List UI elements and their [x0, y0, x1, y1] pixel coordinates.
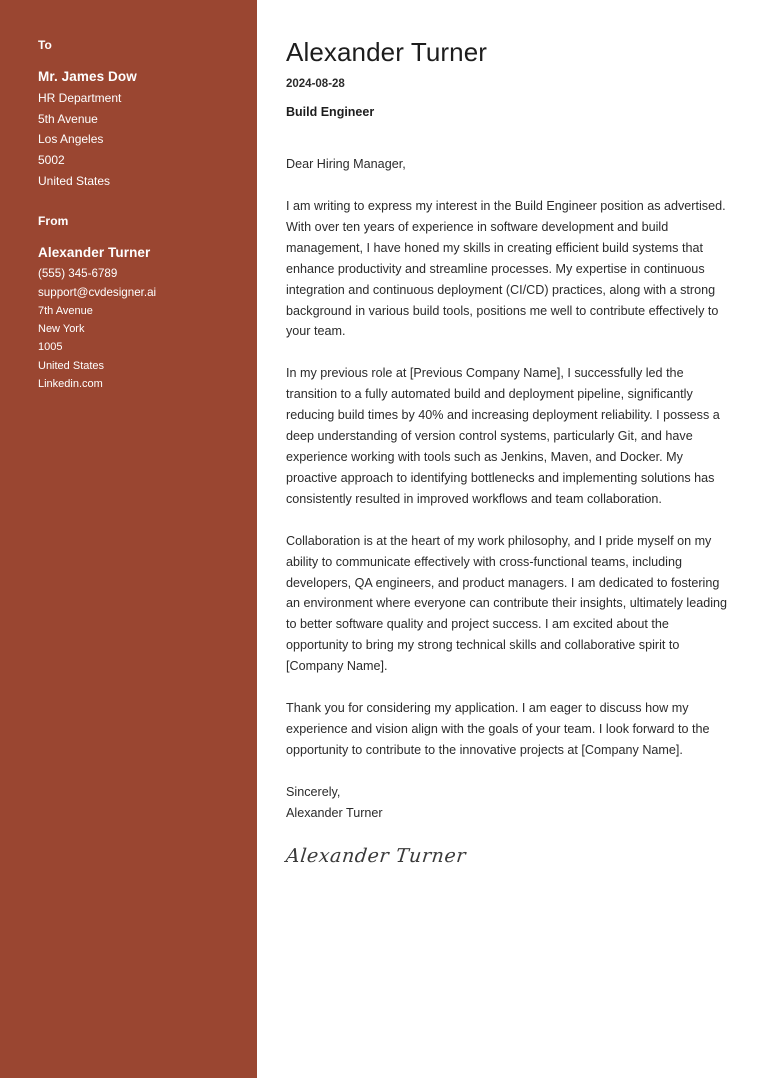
letter-content [257, 0, 768, 1078]
sender-line: 7th Avenue [38, 304, 93, 317]
from-heading: From [38, 213, 69, 228]
sender-line: New York [38, 323, 85, 336]
recipient-line: United States [38, 173, 111, 188]
job-title: Build Engineer [286, 105, 375, 119]
letter-date: 2024-08-28 [286, 78, 345, 90]
to-heading: To [38, 38, 52, 52]
recipient-line: 5th Avenue [38, 111, 98, 126]
closing-salutation: Sincerely, [286, 784, 341, 799]
recipient-block [38, 38, 231, 192]
body-paragraph: In my previous role at [Previous Company Name], I successfully led the transition to a fully automated build and deployment pipeline, significantly reducing build times by 40% and increasing deployment reliability. I possess a deep understanding of version control systems, particularly Git, and have experience working with tools such as Jenkins, Maven, and Docker. My proactive approach to identifying bottlenecks and implementing solutions has consistently resulted in improved workflows and team collaboration. [286, 366, 720, 506]
body-paragraph: I am writing to express my interest in the Build Engineer position as advertised. With over ten years of experience in software development and build management, I have honed my skills in creating efficient build systems that enhance productivity and streamline processes. My expertise in continuous integration and continuous deployment (CI/CD) practices, along with a strong background in various build tools, positions me well to contribute effectively to your team. [286, 199, 726, 339]
applicant-name: Alexander Turner [286, 37, 488, 67]
recipient-line: HR Department [38, 91, 122, 105]
sender-email: support@cvdesigner.ai [38, 285, 157, 299]
salutation: Dear Hiring Manager, [286, 157, 406, 171]
sender-linkedin: Linkedin.com [38, 377, 103, 390]
signature: Alexander Turner [284, 844, 468, 867]
sender-line: United States [38, 359, 105, 372]
recipient-line: Los Angeles [38, 132, 104, 147]
sender-phone: (555) 345-6789 [38, 266, 118, 280]
body-paragraph: Collaboration is at the heart of my work philosophy, and I pride myself on my ability to communicate effectively with cross-functional teams, including developers, QA engineers, and product managers. I am dedicated to fostering an environment where everyone can contribute their insights, ultimately leading to better software quality and project success. I am excited about the opportunity to bring my strong technical skills and collaborative spirit to [Company Name]. [286, 533, 728, 674]
sender-line: 1005 [38, 341, 63, 354]
sender-name: Alexander Turner [38, 244, 151, 260]
sidebar [0, 0, 257, 1078]
recipient-name: Mr. James Dow [38, 69, 137, 84]
recipient-line: 5002 [38, 153, 65, 168]
closing-name: Alexander Turner [286, 805, 383, 820]
body-paragraph: Thank you for considering my application. I am eager to discuss how my experience and vision align with the goals of your team. I look forward to the opportunity to contribute to the innovative projects at [Company Name]. [286, 701, 710, 757]
sender-block [38, 214, 231, 393]
